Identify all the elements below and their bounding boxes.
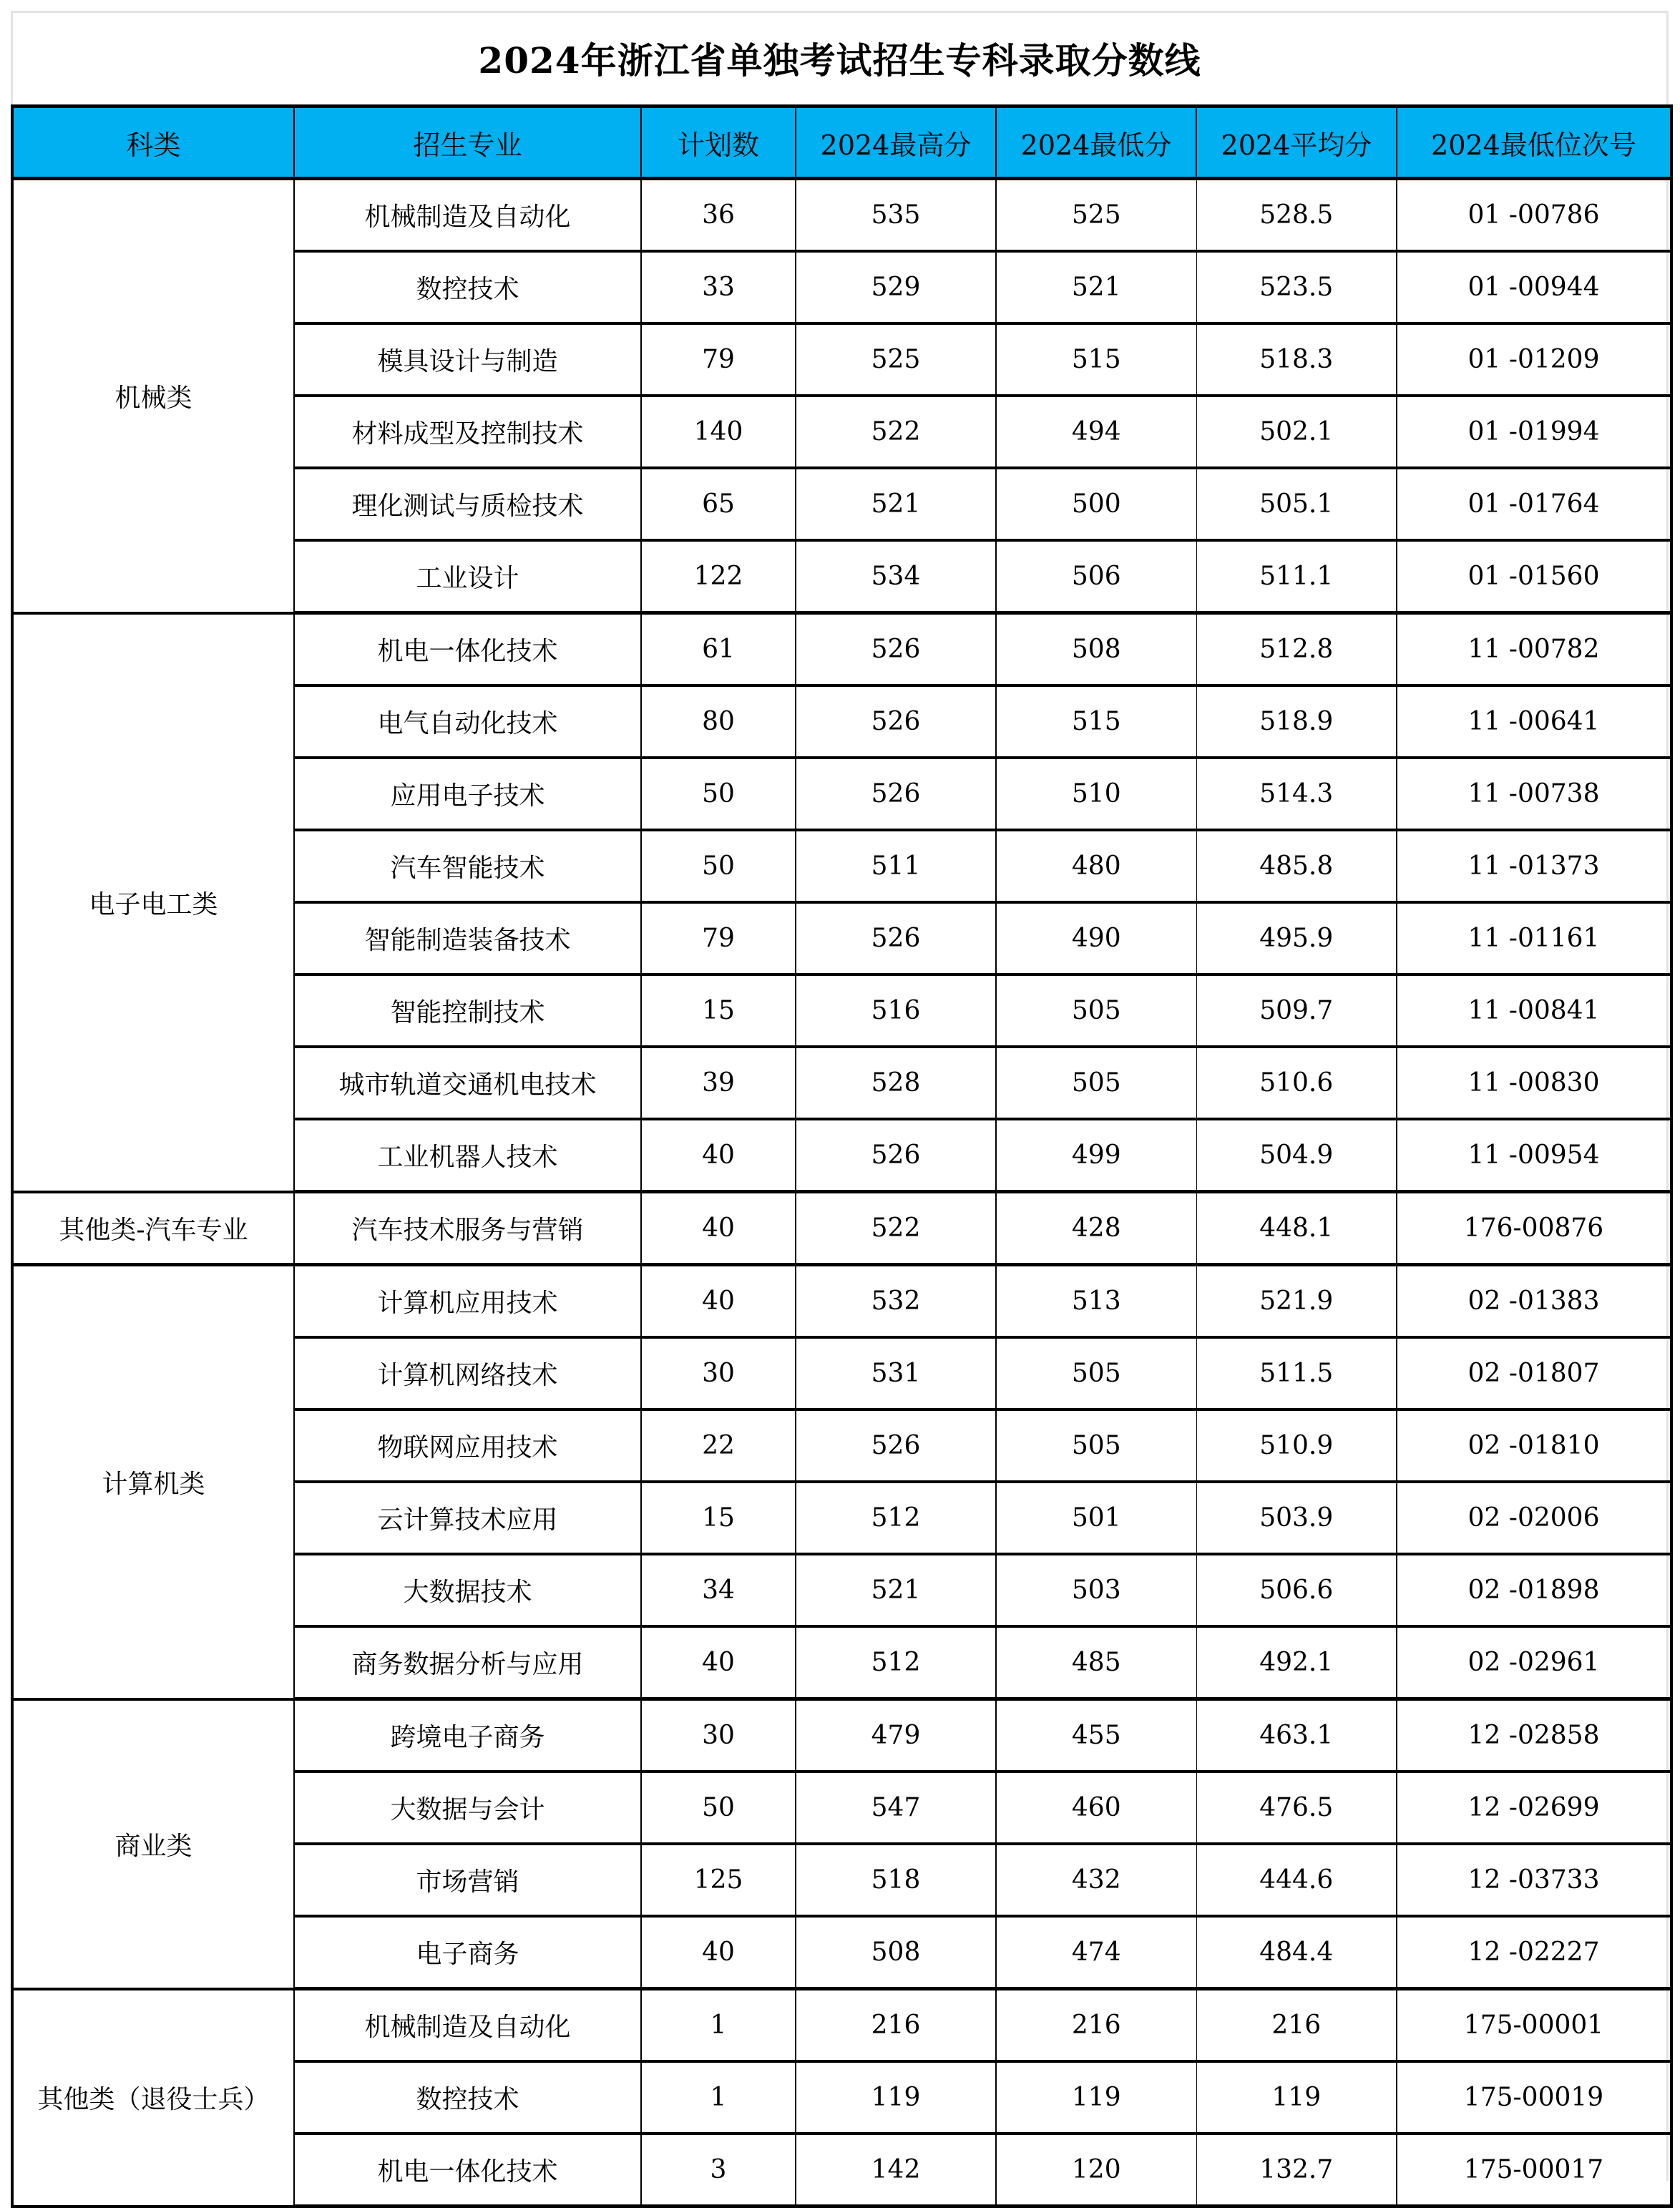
table-row bbox=[12, 1192, 1671, 1265]
min-score-cell: 494 bbox=[996, 396, 1196, 468]
min-score-cell: 505 bbox=[996, 1337, 1196, 1410]
major-cell: 模具设计与制造 bbox=[294, 323, 641, 396]
plan-count-cell: 65 bbox=[641, 468, 796, 540]
max-score-cell: 518 bbox=[796, 1844, 996, 1916]
avg-score-cell: 444.6 bbox=[1196, 1844, 1397, 1916]
min-rank-cell: 02 -01810 bbox=[1397, 1410, 1671, 1482]
avg-score-cell: 505.1 bbox=[1196, 468, 1397, 540]
avg-score-cell: 132.7 bbox=[1196, 2134, 1397, 2207]
major-cell: 工业机器人技术 bbox=[294, 1119, 641, 1192]
major-cell: 大数据技术 bbox=[294, 1554, 641, 1626]
max-score-cell: 528 bbox=[796, 1047, 996, 1119]
min-score-cell: 505 bbox=[996, 1410, 1196, 1482]
table-row bbox=[12, 613, 1671, 686]
avg-score-cell: 521.9 bbox=[1196, 1265, 1397, 1338]
plan-count-cell: 125 bbox=[641, 1844, 796, 1916]
max-score-cell: 526 bbox=[796, 1119, 996, 1192]
avg-score-cell: 492.1 bbox=[1196, 1626, 1397, 1699]
avg-score-cell: 503.9 bbox=[1196, 1482, 1397, 1554]
min-rank-cell: 175-00001 bbox=[1397, 1989, 1671, 2062]
major-cell: 城市轨道交通机电技术 bbox=[294, 1047, 641, 1119]
max-score-cell: 516 bbox=[796, 974, 996, 1047]
min-rank-cell: 12 -02699 bbox=[1397, 1772, 1671, 1844]
major-cell: 应用电子技术 bbox=[294, 758, 641, 830]
major-cell: 计算机网络技术 bbox=[294, 1337, 641, 1410]
min-rank-cell: 175-00017 bbox=[1397, 2134, 1671, 2207]
min-score-cell: 515 bbox=[996, 323, 1196, 396]
major-cell: 数控技术 bbox=[294, 2061, 641, 2134]
min-score-cell: 119 bbox=[996, 2061, 1196, 2134]
major-cell: 机电一体化技术 bbox=[294, 2134, 641, 2207]
admission-score-table bbox=[11, 104, 1673, 2208]
avg-score-cell: 476.5 bbox=[1196, 1772, 1397, 1844]
avg-score-cell: 119 bbox=[1196, 2061, 1397, 2134]
avg-score-cell: 463.1 bbox=[1196, 1699, 1397, 1772]
min-score-cell: 428 bbox=[996, 1192, 1196, 1265]
max-score-cell: 216 bbox=[796, 1989, 996, 2062]
min-rank-cell: 11 -00841 bbox=[1397, 974, 1671, 1047]
avg-score-cell: 528.5 bbox=[1196, 179, 1397, 252]
category-cell: 其他类（退役士兵） bbox=[12, 1989, 294, 2207]
min-rank-cell: 11 -00954 bbox=[1397, 1119, 1671, 1192]
min-score-cell: 521 bbox=[996, 251, 1196, 323]
max-score-cell: 512 bbox=[796, 1482, 996, 1554]
min-rank-cell: 175-00019 bbox=[1397, 2061, 1671, 2134]
min-rank-cell: 01 -01994 bbox=[1397, 396, 1671, 468]
min-rank-cell: 11 -00782 bbox=[1397, 613, 1671, 686]
header-min-score: 2024最低分 bbox=[996, 107, 1196, 179]
min-score-cell: 515 bbox=[996, 685, 1196, 758]
major-cell: 云计算技术应用 bbox=[294, 1482, 641, 1554]
min-score-cell: 499 bbox=[996, 1119, 1196, 1192]
min-rank-cell: 12 -02227 bbox=[1397, 1916, 1671, 1989]
max-score-cell: 526 bbox=[796, 1410, 996, 1482]
plan-count-cell: 50 bbox=[641, 830, 796, 902]
plan-count-cell: 22 bbox=[641, 1410, 796, 1482]
category-cell: 其他类-汽车专业 bbox=[12, 1192, 294, 1265]
max-score-cell: 526 bbox=[796, 685, 996, 758]
plan-count-cell: 3 bbox=[641, 2134, 796, 2207]
plan-count-cell: 39 bbox=[641, 1047, 796, 1119]
plan-count-cell: 80 bbox=[641, 685, 796, 758]
plan-count-cell: 30 bbox=[641, 1337, 796, 1410]
min-score-cell: 513 bbox=[996, 1265, 1196, 1338]
avg-score-cell: 510.9 bbox=[1196, 1410, 1397, 1482]
category-cell: 商业类 bbox=[12, 1699, 294, 1989]
max-score-cell: 142 bbox=[796, 2134, 996, 2207]
category-cell: 机械类 bbox=[12, 179, 294, 613]
plan-count-cell: 40 bbox=[641, 1119, 796, 1192]
min-score-cell: 460 bbox=[996, 1772, 1196, 1844]
max-score-cell: 119 bbox=[796, 2061, 996, 2134]
min-score-cell: 510 bbox=[996, 758, 1196, 830]
min-rank-cell: 12 -02858 bbox=[1397, 1699, 1671, 1772]
major-cell: 智能控制技术 bbox=[294, 974, 641, 1047]
max-score-cell: 512 bbox=[796, 1626, 996, 1699]
plan-count-cell: 40 bbox=[641, 1916, 796, 1989]
major-cell: 物联网应用技术 bbox=[294, 1410, 641, 1482]
min-score-cell: 505 bbox=[996, 974, 1196, 1047]
header-max-score: 2024最高分 bbox=[796, 107, 996, 179]
plan-count-cell: 1 bbox=[641, 2061, 796, 2134]
min-rank-cell: 11 -00738 bbox=[1397, 758, 1671, 830]
max-score-cell: 532 bbox=[796, 1265, 996, 1338]
header-avg-score: 2024平均分 bbox=[1196, 107, 1397, 179]
major-cell: 电气自动化技术 bbox=[294, 685, 641, 758]
max-score-cell: 521 bbox=[796, 468, 996, 540]
avg-score-cell: 511.5 bbox=[1196, 1337, 1397, 1410]
table-body bbox=[12, 179, 1671, 2207]
min-rank-cell: 02 -01383 bbox=[1397, 1265, 1671, 1338]
max-score-cell: 511 bbox=[796, 830, 996, 902]
min-score-cell: 474 bbox=[996, 1916, 1196, 1989]
min-score-cell: 480 bbox=[996, 830, 1196, 902]
plan-count-cell: 36 bbox=[641, 179, 796, 252]
header-plan-count: 计划数 bbox=[641, 107, 796, 179]
major-cell: 理化测试与质检技术 bbox=[294, 468, 641, 540]
avg-score-cell: 518.3 bbox=[1196, 323, 1397, 396]
plan-count-cell: 15 bbox=[641, 974, 796, 1047]
max-score-cell: 535 bbox=[796, 179, 996, 252]
plan-count-cell: 140 bbox=[641, 396, 796, 468]
header-category: 科类 bbox=[12, 107, 294, 179]
plan-count-cell: 33 bbox=[641, 251, 796, 323]
avg-score-cell: 502.1 bbox=[1196, 396, 1397, 468]
major-cell: 智能制造装备技术 bbox=[294, 902, 641, 974]
min-score-cell: 216 bbox=[996, 1989, 1196, 2062]
plan-count-cell: 30 bbox=[641, 1699, 796, 1772]
avg-score-cell: 485.8 bbox=[1196, 830, 1397, 902]
category-cell: 电子电工类 bbox=[12, 613, 294, 1192]
min-rank-cell: 01 -00786 bbox=[1397, 179, 1671, 252]
major-cell: 汽车智能技术 bbox=[294, 830, 641, 902]
min-rank-cell: 11 -01373 bbox=[1397, 830, 1671, 902]
major-cell: 工业设计 bbox=[294, 540, 641, 613]
avg-score-cell: 511.1 bbox=[1196, 540, 1397, 613]
min-rank-cell: 12 -03733 bbox=[1397, 1844, 1671, 1916]
major-cell: 市场营销 bbox=[294, 1844, 641, 1916]
avg-score-cell: 523.5 bbox=[1196, 251, 1397, 323]
plan-count-cell: 40 bbox=[641, 1626, 796, 1699]
min-score-cell: 503 bbox=[996, 1554, 1196, 1626]
min-score-cell: 455 bbox=[996, 1699, 1196, 1772]
header-major: 招生专业 bbox=[294, 107, 641, 179]
plan-count-cell: 79 bbox=[641, 902, 796, 974]
major-cell: 机械制造及自动化 bbox=[294, 1989, 641, 2062]
avg-score-cell: 495.9 bbox=[1196, 902, 1397, 974]
major-cell: 材料成型及控制技术 bbox=[294, 396, 641, 468]
min-rank-cell: 02 -01807 bbox=[1397, 1337, 1671, 1410]
min-score-cell: 490 bbox=[996, 902, 1196, 974]
min-score-cell: 501 bbox=[996, 1482, 1196, 1554]
max-score-cell: 508 bbox=[796, 1916, 996, 1989]
major-cell: 机械制造及自动化 bbox=[294, 179, 641, 252]
major-cell: 机电一体化技术 bbox=[294, 613, 641, 686]
min-score-cell: 432 bbox=[996, 1844, 1196, 1916]
major-cell: 大数据与会计 bbox=[294, 1772, 641, 1844]
avg-score-cell: 448.1 bbox=[1196, 1192, 1397, 1265]
plan-count-cell: 34 bbox=[641, 1554, 796, 1626]
plan-count-cell: 15 bbox=[641, 1482, 796, 1554]
max-score-cell: 525 bbox=[796, 323, 996, 396]
major-cell: 电子商务 bbox=[294, 1916, 641, 1989]
table-row bbox=[12, 1989, 1671, 2062]
avg-score-cell: 512.8 bbox=[1196, 613, 1397, 686]
min-rank-cell: 11 -00641 bbox=[1397, 685, 1671, 758]
table-header-row bbox=[12, 107, 1671, 179]
min-score-cell: 120 bbox=[996, 2134, 1196, 2207]
min-rank-cell: 01 -01560 bbox=[1397, 540, 1671, 613]
min-rank-cell: 01 -01209 bbox=[1397, 323, 1671, 396]
major-cell: 计算机应用技术 bbox=[294, 1265, 641, 1338]
page-title: 2024年浙江省单独考试招生专科录取分数线 bbox=[478, 39, 1201, 82]
max-score-cell: 526 bbox=[796, 613, 996, 686]
major-cell: 跨境电子商务 bbox=[294, 1699, 641, 1772]
min-rank-cell: 02 -02961 bbox=[1397, 1626, 1671, 1699]
category-cell: 计算机类 bbox=[12, 1265, 294, 1699]
min-score-cell: 500 bbox=[996, 468, 1196, 540]
min-score-cell: 485 bbox=[996, 1626, 1196, 1699]
avg-score-cell: 510.6 bbox=[1196, 1047, 1397, 1119]
max-score-cell: 529 bbox=[796, 251, 996, 323]
min-rank-cell: 02 -02006 bbox=[1397, 1482, 1671, 1554]
max-score-cell: 531 bbox=[796, 1337, 996, 1410]
header-min-rank: 2024最低位次号 bbox=[1397, 107, 1671, 179]
min-score-cell: 505 bbox=[996, 1047, 1196, 1119]
plan-count-cell: 79 bbox=[641, 323, 796, 396]
min-score-cell: 506 bbox=[996, 540, 1196, 613]
max-score-cell: 479 bbox=[796, 1699, 996, 1772]
major-cell: 商务数据分析与应用 bbox=[294, 1626, 641, 1699]
max-score-cell: 534 bbox=[796, 540, 996, 613]
plan-count-cell: 1 bbox=[641, 1989, 796, 2062]
plan-count-cell: 40 bbox=[641, 1265, 796, 1338]
major-cell: 汽车技术服务与营销 bbox=[294, 1192, 641, 1265]
min-score-cell: 508 bbox=[996, 613, 1196, 686]
avg-score-cell: 504.9 bbox=[1196, 1119, 1397, 1192]
table-row bbox=[12, 1265, 1671, 1338]
avg-score-cell: 514.3 bbox=[1196, 758, 1397, 830]
min-rank-cell: 01 -00944 bbox=[1397, 251, 1671, 323]
plan-count-cell: 50 bbox=[641, 1772, 796, 1844]
max-score-cell: 526 bbox=[796, 902, 996, 974]
table-row bbox=[12, 1699, 1671, 1772]
table-row bbox=[12, 179, 1671, 252]
plan-count-cell: 40 bbox=[641, 1192, 796, 1265]
min-rank-cell: 11 -01161 bbox=[1397, 902, 1671, 974]
avg-score-cell: 484.4 bbox=[1196, 1916, 1397, 1989]
max-score-cell: 521 bbox=[796, 1554, 996, 1626]
min-score-cell: 525 bbox=[996, 179, 1196, 252]
plan-count-cell: 122 bbox=[641, 540, 796, 613]
avg-score-cell: 518.9 bbox=[1196, 685, 1397, 758]
max-score-cell: 526 bbox=[796, 758, 996, 830]
min-rank-cell: 01 -01764 bbox=[1397, 468, 1671, 540]
max-score-cell: 547 bbox=[796, 1772, 996, 1844]
plan-count-cell: 50 bbox=[641, 758, 796, 830]
min-rank-cell: 02 -01898 bbox=[1397, 1554, 1671, 1626]
avg-score-cell: 506.6 bbox=[1196, 1554, 1397, 1626]
avg-score-cell: 509.7 bbox=[1196, 974, 1397, 1047]
plan-count-cell: 61 bbox=[641, 613, 796, 686]
max-score-cell: 522 bbox=[796, 396, 996, 468]
major-cell: 数控技术 bbox=[294, 251, 641, 323]
max-score-cell: 522 bbox=[796, 1192, 996, 1265]
min-rank-cell: 176-00876 bbox=[1397, 1192, 1671, 1265]
min-rank-cell: 11 -00830 bbox=[1397, 1047, 1671, 1119]
avg-score-cell: 216 bbox=[1196, 1989, 1397, 2062]
